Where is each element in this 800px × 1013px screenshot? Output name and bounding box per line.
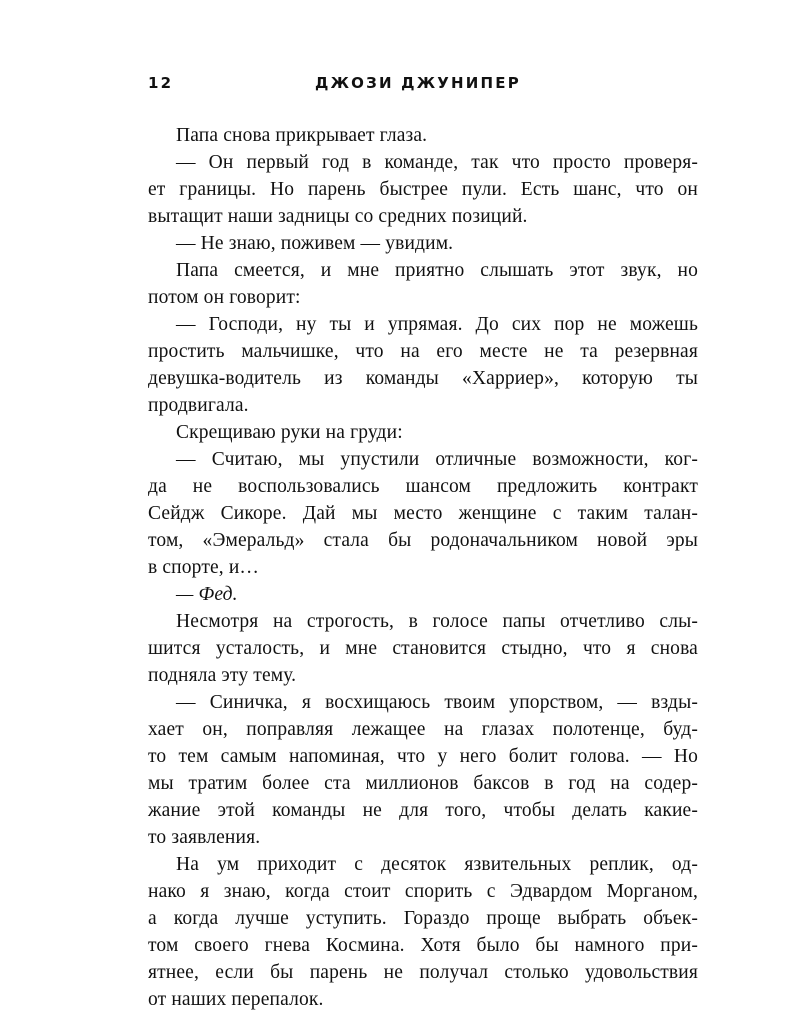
- text-line: хает он, поправляя лежащее на глазах полотенце, буд-: [148, 719, 698, 740]
- text-line: мы тратим более ста миллионов баксов в год на содер-: [148, 773, 698, 794]
- text-line: Несмотря на строгость, в голосе папы отчетливо слы-: [176, 611, 698, 632]
- text-line: жание этой команды не для того, чтобы делать какие-: [148, 800, 698, 821]
- text-line: Сейдж Сикоре. Дай мы место женщине с таким талан-: [148, 503, 698, 524]
- running-title: ДЖОЗИ ДЖУНИПЕР: [315, 74, 521, 92]
- text-line: шится усталость, и мне становится стыдно, что я снова: [148, 638, 698, 659]
- text-line: Папа снова прикрывает глаза.: [176, 125, 428, 146]
- text-line: — Он первый год в команде, так что просто проверя-: [176, 152, 698, 173]
- text-line: На ум приходит с десяток язвительных реплик, од-: [176, 854, 698, 875]
- text-line: а когда лучше уступить. Гораздо проще выбрать объек-: [148, 908, 698, 929]
- page-number: 12: [148, 74, 174, 92]
- text-line: ятнее, если бы парень не получал столько удовольствия: [148, 962, 698, 983]
- text-line: да не воспользовались шансом предложить контракт: [148, 476, 698, 497]
- text-line: от наших перепалок.: [148, 989, 324, 1010]
- page-header: [148, 74, 664, 94]
- text-line: простить мальчишке, что на его месте не та резервная: [148, 341, 698, 362]
- text-line: то заявления.: [148, 827, 261, 848]
- text-line: — Синичка, я восхищаюсь твоим упорством, — взды-: [176, 692, 698, 713]
- body-text: [148, 122, 698, 1013]
- text-line: том своего гнева Космина. Хотя было бы намного при-: [148, 935, 698, 956]
- text-line: — Фед.: [176, 584, 238, 605]
- text-line: ет границы. Но парень быстрее пули. Есть шанс, что он: [148, 179, 698, 200]
- text-line: девушка-водитель из команды «Харриер», которую ты: [148, 368, 698, 389]
- text-line: в спорте, и…: [148, 557, 260, 578]
- text-line: потом он говорит:: [148, 287, 301, 308]
- text-line: подняла эту тему.: [148, 665, 297, 686]
- text-line: — Не знаю, поживем — увидим.: [176, 233, 454, 254]
- text-line: — Господи, ну ты и упрямая. До сих пор не можешь: [176, 314, 698, 335]
- text-line: — Считаю, мы упустили отличные возможности, ког-: [176, 449, 698, 470]
- text-line: вытащит наши задницы со средних позиций.: [148, 206, 528, 227]
- text-line: Скрещиваю руки на груди:: [176, 422, 403, 443]
- text-line: нако я знаю, когда стоит спорить с Эдвардом Морганом,: [148, 881, 698, 902]
- text-line: то тем самым напоминая, что у него болит голова. — Но: [148, 746, 698, 767]
- text-line: продвигала.: [148, 395, 249, 416]
- text-line: Папа смеется, и мне приятно слышать этот звук, но: [176, 260, 698, 281]
- text-line: том, «Эмеральд» стала бы родоначальником новой эры: [148, 530, 698, 551]
